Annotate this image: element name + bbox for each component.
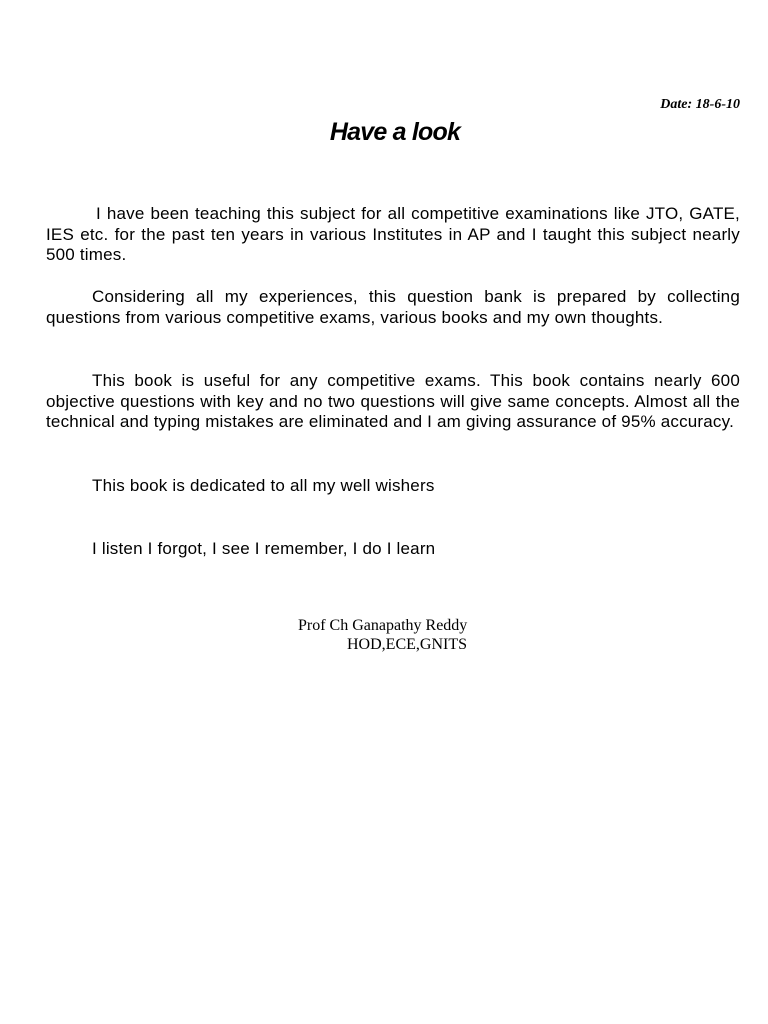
signature-title: HOD,ECE,GNITS: [347, 636, 467, 653]
paragraph-question-bank: Considering all my experiences, this question bank is prepared by collecting questions from various competitive exams, various books and my own thoughts.: [46, 287, 740, 327]
paragraph-dedication: This book is dedicated to all my well wishers: [92, 476, 435, 495]
paragraph-book-usefulness: This book is useful for any competitive exams. This book contains nearly 600 objective questions with key and no two questions will give same concepts. Almost all the technical and typing mistakes are eliminated and I am giving assurance of 95% accuracy.: [46, 371, 740, 431]
page-title: Have a look: [329, 118, 461, 146]
paragraph-quote: I listen I forgot, I see I remember, I do I learn: [92, 539, 436, 558]
paragraph-teaching-experience: I have been teaching this subject for all competitive examinations like JTO, GATE, IES etc. for the past ten years in various Institutes in AP and I taught this subject nearly 500 times.: [46, 204, 740, 264]
signature-name: Prof Ch Ganapathy Reddy: [298, 617, 468, 634]
document-date: Date: 18-6-10: [660, 97, 740, 112]
